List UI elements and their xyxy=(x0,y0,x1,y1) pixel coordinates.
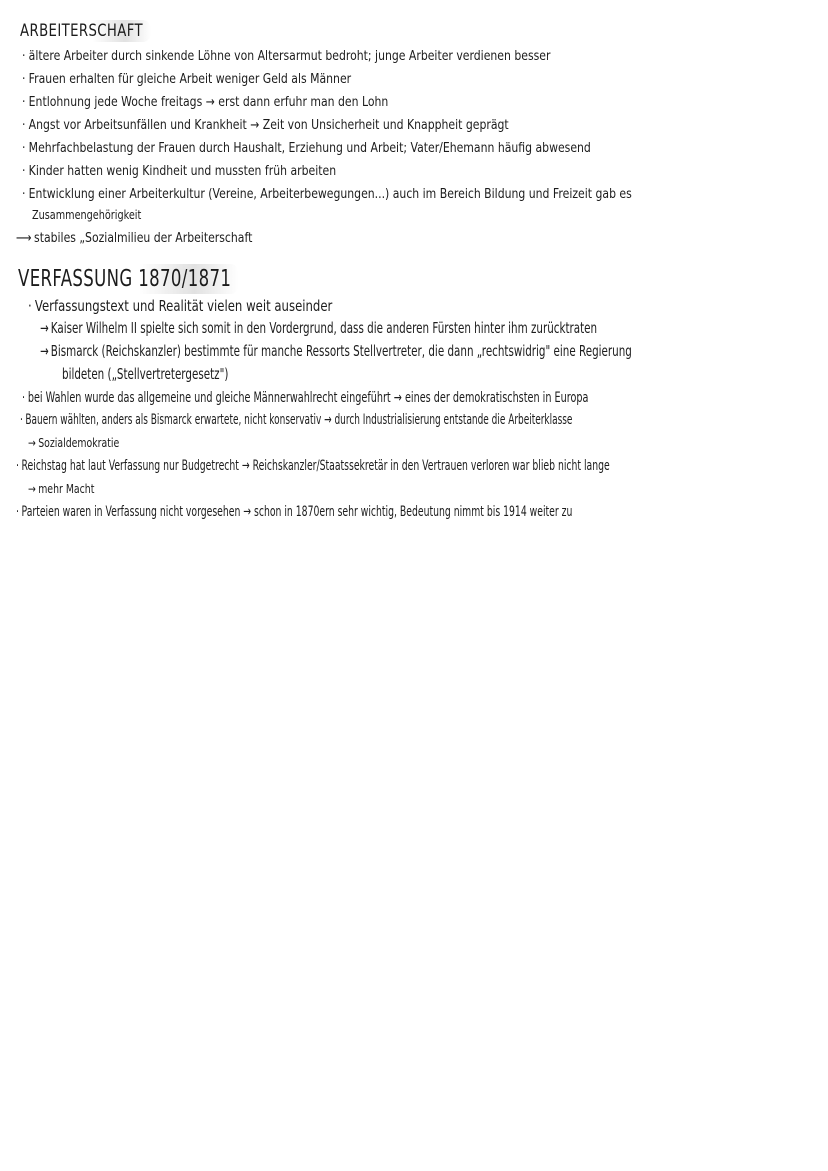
note-line-sub: → Bismarck (Reichskanzler) bestimmte für manche Ressorts Stellvertreter, die dann „rechtswidrig" eine Regierung xyxy=(40,342,632,360)
section-heading-verfassung: VERFASSUNG 1870/1871 xyxy=(18,264,239,294)
note-line: · Parteien waren in Verfassung nicht vorgesehen → schon in 1870ern sehr wichtig, Bedeutung nimmt bis 1914 weiter zu xyxy=(16,504,573,520)
arrow-icon: → xyxy=(28,436,36,450)
arrow-icon: → xyxy=(40,342,49,360)
note-line-sub: → mehr Macht xyxy=(28,482,95,496)
note-line-sub: → Kaiser Wilhelm II spielte sich somit in den Vordergrund, dass die anderen Fürsten hinter ihm zurücktraten xyxy=(40,319,598,337)
note-line: · bei Wahlen wurde das allgemeine und gleiche Männerwahlrecht eingeführt → eines der demokratischsten in Europa xyxy=(22,390,589,406)
arrow-icon: → xyxy=(28,482,36,496)
note-line: · Bauern wählten, anders als Bismarck erwartete, nicht konservativ → durch Industrialisierung entstande die Arbeiterklasse xyxy=(20,412,573,428)
note-line-sub: → Sozialdemokratie xyxy=(28,436,120,450)
note-line: · Verfassungstext und Realität vielen weit auseinder xyxy=(28,297,333,315)
note-line-continuation: bildeten („Stellvertretergesetz") xyxy=(62,365,229,383)
note-line-continuation: Zusammengehörigkeit xyxy=(32,208,142,222)
note-line: · Frauen erhalten für gleiche Arbeit weniger Geld als Männer xyxy=(22,71,352,87)
note-line: · Mehrfachbelastung der Frauen durch Haushalt, Erziehung und Arbeit; Vater/Ehemann häufig abwesend xyxy=(22,140,591,156)
note-line-conclusion: ⟶ stabiles „Sozialmilieu der Arbeiterschaft xyxy=(16,230,253,246)
section-heading-arbeiterschaft: ARBEITERSCHAFT xyxy=(20,20,151,42)
note-line: · Kinder hatten wenig Kindheit und mussten früh arbeiten xyxy=(22,163,337,179)
note-line: · Entlohnung jede Woche freitags → erst dann erfuhr man den Lohn xyxy=(22,94,389,110)
arrow-icon: → xyxy=(40,319,49,337)
note-line: · Reichstag hat laut Verfassung nur Budgetrecht → Reichskanzler/Staatssekretär in den Vertrauen verloren war blieb nicht lange xyxy=(16,458,610,474)
note-line: · Angst vor Arbeitsunfällen und Krankheit → Zeit von Unsicherheit und Knappheit geprägt xyxy=(22,117,509,133)
arrow-icon: ⟶ xyxy=(16,230,32,246)
note-line: · ältere Arbeiter durch sinkende Löhne von Altersarmut bedroht; junge Arbeiter verdienen besser xyxy=(22,48,551,64)
note-line: · Entwicklung einer Arbeiterkultur (Vereine, Arbeiterbewegungen...) auch im Bereich Bildung und Freizeit gab es xyxy=(22,186,632,202)
